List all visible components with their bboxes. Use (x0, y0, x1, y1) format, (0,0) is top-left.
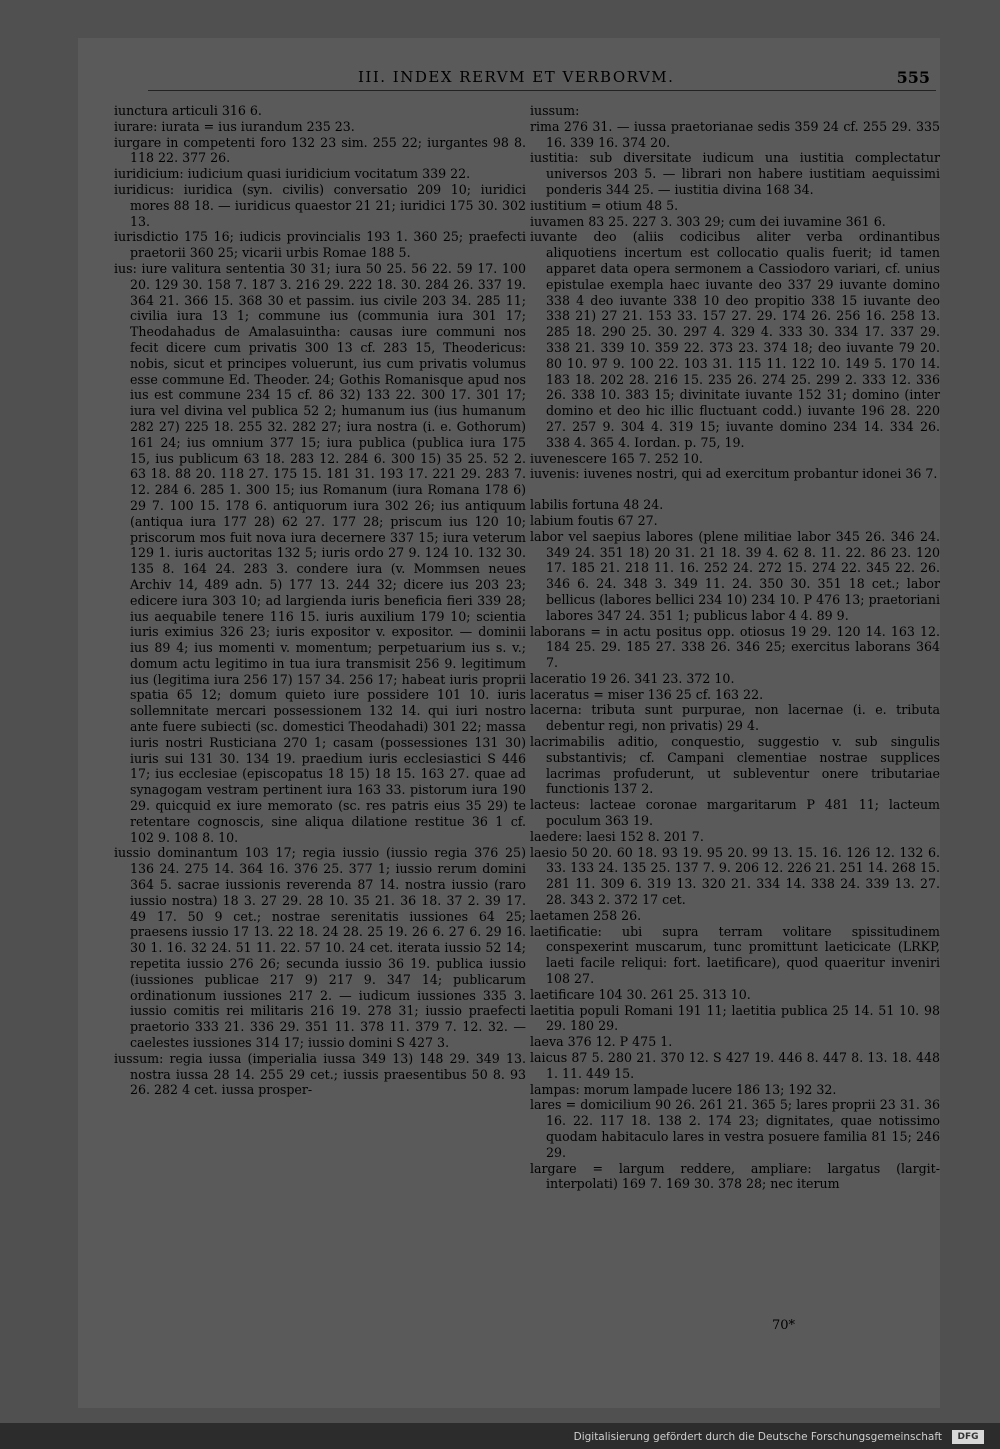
signature-mark: 70* (772, 1318, 796, 1333)
index-entry: laetificare 104 30. 261 25. 313 10. (530, 986, 751, 1002)
index-entry: laicus 87 5. 280 21. 370 12. S 427 19. 446 8. 447 8. 13. 18. 448 1. 11. 449 15. (530, 1050, 940, 1081)
index-entry: iuvenescere 165 7. 252 10. (530, 450, 703, 466)
dfg-logo: DFG (952, 1430, 984, 1444)
index-entry: iussum: (530, 103, 580, 118)
index-entry: laceratus = miser 136 25 cf. 163 22. (530, 686, 764, 702)
index-entry: ius: iure valitura sententia 30 31; iura 50 25. 56 22. 59 17. 100 20. 129 30. 158 7. 187 3. 216 29. 222 18. 30. 284 26. 337 19. 364 21. 366 15. 368 30 et passim. ius civile 203 34. 285 11; civilia iura 13 1; commune ius (communia iura 301 17; Theodahadus de Amalasuintha: causas iure communi nos fecit dicere cum privatis 300 13 cf. 283 15, Theodericus: nobis, sicut et principes voluerunt, ius cum privatis volumus esse commune Ed. Theoder. 24; Gothis Romanisque apud nos ius est commune 234 15 cf. 86 32) 133 22. 300 17. 301 17; iura vel divina vel publica 52 2; humanum ius (ius humanum 282 27) 225 18. 255 32. 282 27; iura nostra (i. e. Gothorum) 161 24; ius omnium 377 15; iura publica (publica iura 175 15, ius publicum 63 18. 283 12. 284 6. 300 15) 35 25. 52 2. 63 18. 88 20. 118 27. 175 15. 181 31. 193 17. 221 29. 283 7. 12. 284 6. 285 1. 300 15; ius Romanum (iura Romana 178 6) 29 7. 100 15. 178 6. antiquorum iura 302 26; ius antiquum (antiqua iura 177 28) 62 27. 177 28; priscum ius 120 10; priscorum mos fuit nova iura decernere 337 15; iura veterum 129 1. iuris auctoritas 132 5; iuris ordo 27 9. 124 10. 132 30. 135 8. 164 24. 283 3. condere iura (v. Mommsen neues Archiv 14, 489 adn. 5) 177 13. 244 32; dicere ius 203 23; edicere iura 303 10; ad largienda iuris beneficia fieri 339 28; ius aequabile tenere 116 15. iuris auxilium 179 10; scientia iuris eximius 326 23; iuris expositor v. expositor. — dominii ius 89 4; ius momenti v. momentum; perpetuarium ius s. v.; domum actu legitimo in tua iura transmisit 256 9. legitimum ius (legitima iura 256 17) 157 34. 256 17; habeat iuris proprii spatia 65 12; domum quieto iure possidere 101 10. iuris sollemnitate mercari possessionem 132 14. qui iuri nostro ante fuere subiecti (sc. domestici Theodahadi) 301 22; massa iuris nostri Rusticiana 270 1; casam (possessiones 131 30) iuris sui 131 30. 134 19. praedium iuris ecclesiastici S 446 17; ius ecclesiae (episcopatus 18 15) 18 15. 163 27. quae ad synagogam vestram pertinent iura 163 33. pistorum iura 190 29. quicquid ex iure memorato (sc. res patris eius 35 29) te retentare cognoscis, sine aliqua dilatione restitue 36 1 cf. 102 9. 108 8. 10. (114, 260, 526, 845)
index-entry: iurare: iurata = ius iurandum 235 23. (114, 118, 355, 134)
index-entry: laesio 50 20. 60 18. 93 19. 95 20. 99 13. 15. 16. 126 12. 132 6. 33. 133 24. 135 25. 137 7. 9. 206 12. 226 21. 251 14. 268 15. 281 11. 309 6. 319 13. 320 21. 334 14. 338 24. 339 13. 27. 28. 343 2. 372 17 cet. (530, 844, 940, 908)
left-column (114, 103, 526, 1098)
footer-band (0, 1423, 1000, 1449)
index-entry: laetificatie: ubi supra terram volitare spissitudinem conspexerint muscarum, tunc promittunt laeticicate (LRKP, laeti facile reliqui: fort. laetificare), quod quaeritur inveniri 108 27. (530, 923, 940, 987)
index-entry: iussio dominantum 103 17; regia iussio (iussio regia 376 25) 136 24. 275 14. 364 16. 376 25. 377 1; iussio rerum domini 364 5. sacrae iussionis reverenda 87 14. nostra iussio (raro iussio nostra) 18 3. 27 29. 28 10. 35 21. 36 18. 37 2. 39 17. 49 17. 50 9 cet.; nostrae serenitatis iussiones 64 25; praesens iussio 17 13. 22 18. 24 28. 25 19. 26 6. 27 6. 29 16. 30 1. 16. 32 24. 51 11. 22. 57 10. 24 cet. iterata iussio 52 14; repetita iussio 276 26; secunda iussio 36 19. publica iussio (iussiones publicae 217 9) 217 9. 347 14; publicarum ordinationum iussiones 217 2. — iudicum iussiones 335 3. iussio comitis rei militaris 216 19. 278 31; iussio praefecti praetorio 333 21. 336 29. 351 11. 378 11. 379 7. 12. 32. — caelestes iussiones 314 17; iussio domini S 427 3. (114, 845, 526, 1051)
right-column (530, 103, 940, 1192)
index-entry: iurisdictio 175 16; iudicis provincialis 193 1. 360 25; praefecti praetorii 360 25; vicarii urbis Romae 188 5. (114, 229, 526, 261)
index-entry: laeva 376 12. P 475 1. (530, 1034, 673, 1050)
index-entry: laedere: laesi 152 8. 201 7. (530, 828, 704, 844)
index-entry: laceratio 19 26. 341 23. 372 10. (530, 670, 735, 686)
running-header: III. INDEX RERVM ET VERBORVM. (358, 68, 675, 86)
index-entry: iustitium = otium 48 5. (530, 197, 679, 213)
section-gap (530, 482, 940, 497)
index-entry: rima 276 31. — iussa praetorianae sedis 359 24 cf. 255 29. 335 16. 339 16. 374 20. (530, 118, 940, 150)
index-entry: labium foutis 67 27. (530, 512, 658, 528)
index-entry: iuvante deo (aliis codicibus aliter verba ordinantibus aliquotiens incertum est collocatio qualis fuerit; id tamen apparet data opera sermonem a Cassiodoro variari, cf. unius epistulae exempla haec iuvante deo 337 29 iuvante domino 338 4 deo iuvante 338 10 deo propitio 338 15 iuvante deo 338 21) 27 21. 153 33. 157 27. 29. 174 26. 256 16. 258 13. 285 18. 290 25. 30. 297 4. 329 4. 333 30. 334 17. 337 29. 338 21. 339 10. 359 22. 373 23. 374 18; deo iuvante 79 20. 80 10. 97 9. 100 22. 103 31. 115 11. 122 10. 149 5. 170 14. 183 18. 202 28. 216 15. 235 26. 274 25. 299 2. 333 12. 336 26. 338 10. 383 15; divinitate iuvante 152 31; domino (inter domino et deo hic illic fluctuant codd.) iuvante 196 28. 220 27. 257 9. 304 4. 319 15; iuvante domino 234 14. 334 26. 338 4. 365 4. Iordan. p. 75, 19. (530, 229, 940, 450)
index-entry: labilis fortuna 48 24. (530, 497, 664, 513)
index-entry: iussum: regia iussa (imperialia iussa 349 13) 148 29. 349 13. nostra iussa 28 14. 255 29 cet.; iussis praesentibus 50 8. 93 26. 282 4 cet. iussa prosper- (114, 1050, 526, 1098)
header-rule (148, 90, 936, 91)
index-entry: labor vel saepius labores (plene militiae labor 345 26. 346 24. 349 24. 351 18) 20 31. 21 18. 39 4. 62 8. 11. 22. 86 23. 120 17. 185 21. 218 11. 16. 252 24. 272 15. 274 22. 345 22. 26. 346 6. 24. 348 3. 349 11. 24. 350 30. 351 18 cet.; labor bellicus (labores bellici 234 10) 234 10. P 476 13; praetoriani labores 347 24. 351 1; publicus labor 4 4. 89 9. (530, 528, 940, 623)
index-entry: laborans = in actu positus opp. otiosus 19 29. 120 14. 163 12. 184 25. 29. 185 27. 338 26. 346 25; exercitus laborans 364 7. (530, 623, 940, 671)
page-number: 555 (896, 68, 930, 87)
index-entry: laetamen 258 26. (530, 907, 642, 923)
index-entry: lacerna: tributa sunt purpurae, non lacernae (i. e. tributa debentur regi, non privatis) 29 4. (530, 702, 940, 734)
index-entry: laetitia populi Romani 191 11; laetitia publica 25 14. 51 10. 98 29. 180 29. (530, 1002, 940, 1034)
index-entry: iurgare in competenti foro 132 23 sim. 255 22; iurgantes 98 8. 118 22. 377 26. (114, 134, 526, 166)
index-entry: iuvamen 83 25. 227 3. 303 29; cum dei iuvamine 361 6. (530, 213, 886, 229)
footer-credit: Digitalisierung gefördert durch die Deutsche Forschungsgemeinschaft (573, 1431, 942, 1443)
book-page (78, 38, 940, 1408)
index-entry: lacrimabilis aditio, conquestio, suggestio v. sub singulis substantivis; cf. Campani clementiae nostrae supplices lacrimas profuderunt, ut subleventur onere tributariae functionis 137 2. (530, 734, 940, 797)
index-entry: lacteus: lacteae coronae margaritarum P 481 11; lacteum poculum 363 19. (530, 797, 940, 829)
index-entry: iuvenis: iuvenes nostri, qui ad exercitum probantur idonei 36 7. (530, 466, 938, 482)
index-entry: iuridicium: iudicium quasi iuridicium vocitatum 339 22. (114, 166, 471, 182)
index-entry: lares = domicilium 90 26. 261 21. 365 5; lares proprii 23 31. 36 16. 22. 117 18. 138 2. 174 23; dignitates, quae notissimo quodam habitaculo lares in vestra posuere familia 81 15; 246 29. (530, 1097, 940, 1160)
index-entry: lampas: morum lampade lucere 186 13; 192 32. (530, 1081, 837, 1097)
index-entry: largare = largum reddere, ampliare: largatus (largit- interpolati) 169 7. 169 30. 378 28; nec iterum (530, 1160, 940, 1192)
index-entry: iuridicus: iuridica (syn. civilis) conversatio 209 10; iuridici mores 88 18. — iuridicus quaestor 21 21; iuridici 175 30. 302 13. (114, 181, 526, 229)
index-entry: iunctura articuli 316 6. (114, 103, 262, 118)
index-entry: iustitia: sub diversitate iudicum una iustitia complectatur universos 203 5. — librari non habere iustitiam aequissimi ponderis 344 25. — iustitia divina 168 34. (530, 150, 940, 197)
